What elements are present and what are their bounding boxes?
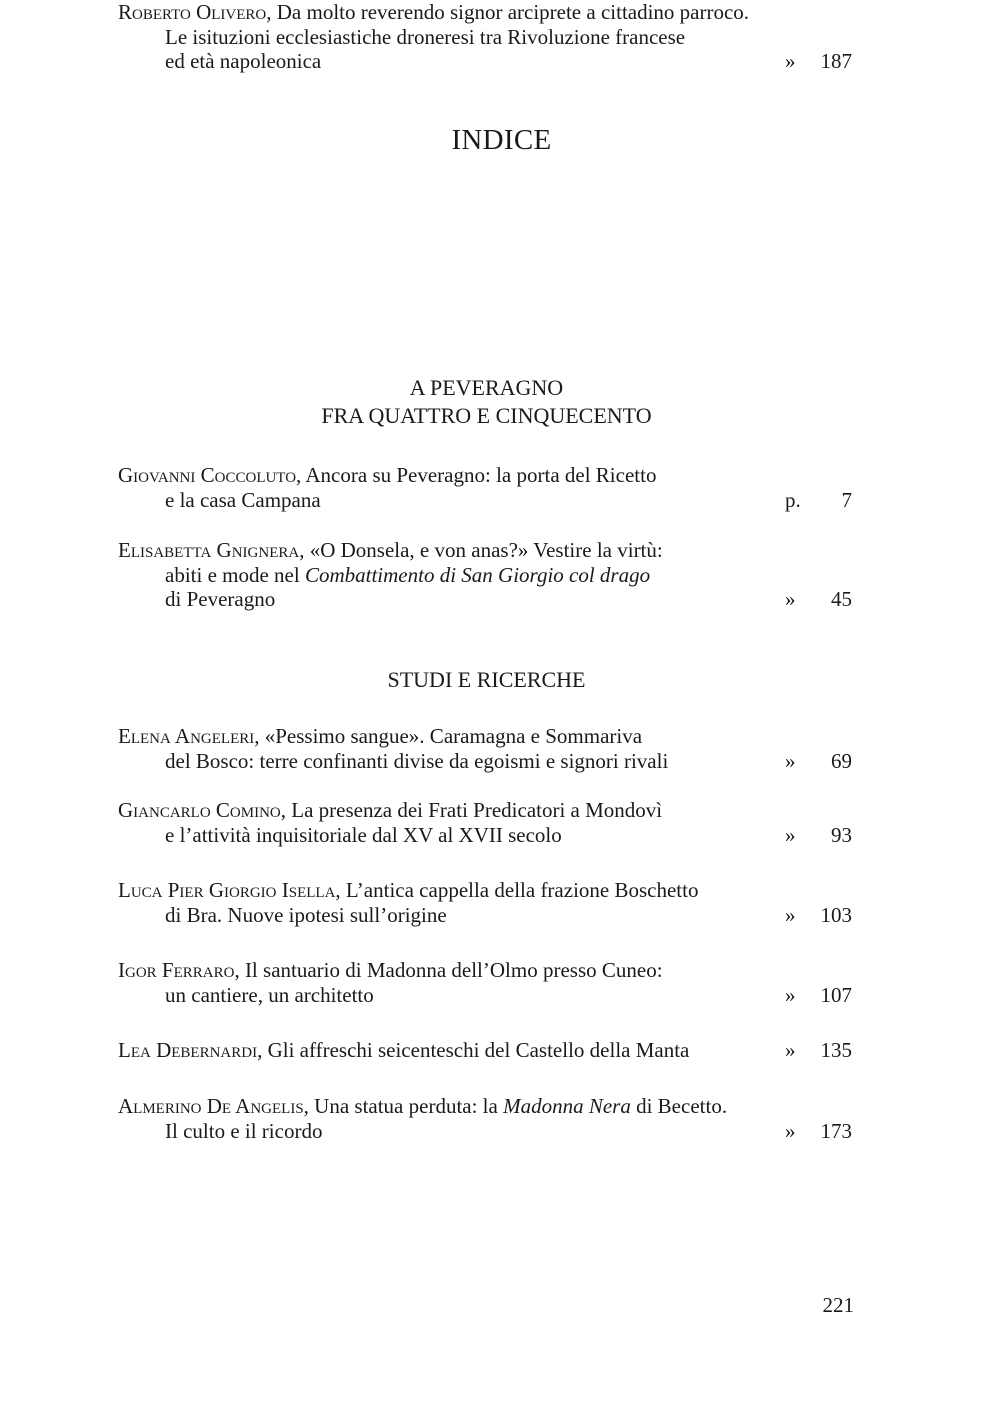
entry-title-text: di Becetto. <box>630 1094 728 1118</box>
entry-title-text: , Gli affreschi seicenteschi del Castello della Manta <box>257 1038 690 1062</box>
page-marker: » <box>785 902 796 927</box>
entry-page-number: 69 <box>831 748 852 773</box>
entry-page-number: 173 <box>820 1118 852 1143</box>
entry-line <box>118 724 860 749</box>
page-title: INDICE <box>451 124 552 156</box>
entry-line <box>118 958 860 983</box>
page-marker: » <box>785 49 796 73</box>
entry-line <box>118 798 860 823</box>
entry-title-text: , La presenza dei Frati Predicatori a Mondovì <box>280 798 663 822</box>
toc-entry[interactable] <box>118 724 860 773</box>
entry-title-text: Il culto e il ricordo <box>165 1118 323 1143</box>
section-heading-line: FRA QUATTRO E CINQUECENTO <box>321 403 652 428</box>
entry-page-number: 103 <box>820 902 852 927</box>
entry-line <box>118 1094 860 1119</box>
entry-line <box>118 488 860 513</box>
entry-title-text: di Bra. Nuove ipotesi sull’origine <box>165 902 447 927</box>
entry-author: Giovanni Coccoluto <box>118 463 297 487</box>
entry-author: Almerino De Angelis <box>118 1094 304 1118</box>
entry-author: Igor Ferraro <box>118 958 235 982</box>
entry-author: Elena Angeleri <box>118 724 255 748</box>
page-number: 221 <box>822 1293 854 1317</box>
entry-title-text: , Una statua perduta: la <box>303 1094 504 1118</box>
entry-title-text: , «Pessimo sangue». Caramagna e Sommariva <box>254 724 643 748</box>
toc-entry[interactable] <box>118 1038 860 1063</box>
entry-line <box>118 49 860 74</box>
entry-title-text: abiti e mode nel <box>165 562 305 587</box>
entry-title-text: di Peveragno <box>165 587 276 611</box>
entry-title-italic: Madonna Nera <box>503 1094 631 1118</box>
entry-line <box>118 823 860 848</box>
section-heading <box>0 666 973 694</box>
toc-entry[interactable] <box>118 878 860 927</box>
section-heading-line: STUDI E RICERCHE <box>387 667 586 692</box>
entry-page-number: 7 <box>841 487 852 512</box>
entry-page-number: 93 <box>831 822 852 847</box>
entry-title-italic: Combattimento di San Giorgio col drago <box>304 562 651 587</box>
toc-entry[interactable] <box>118 463 860 512</box>
entry-author: Roberto Olivero <box>118 0 267 24</box>
entry-author: Elisabetta Gnignera <box>118 538 300 562</box>
entry-title-text: , Ancora su Peveragno: la porta del Ricetto <box>296 463 657 487</box>
entry-line <box>118 538 860 563</box>
entry-line <box>118 563 860 588</box>
page-marker: » <box>785 1118 796 1143</box>
page-marker: » <box>785 748 796 773</box>
entry-title-text: un cantiere, un architetto <box>165 982 374 1007</box>
entry-title-text: e l’attività inquisitoriale dal XV al XVII secolo <box>165 822 562 847</box>
section-heading <box>0 374 973 430</box>
entry-page-number: 107 <box>820 982 852 1007</box>
entry-title-text: , Il santuario di Madonna dell’Olmo presso Cuneo: <box>234 958 663 982</box>
entry-line <box>118 587 860 612</box>
section-heading-line: A PEVERAGNO <box>409 375 564 400</box>
toc-entry[interactable] <box>118 0 860 74</box>
page-marker: » <box>785 1038 796 1062</box>
toc-entry[interactable] <box>118 958 860 1007</box>
entry-author: Giancarlo Comino <box>118 798 281 822</box>
entry-line <box>118 878 860 903</box>
entry-line <box>118 0 860 25</box>
entry-title-text: del Bosco: terre confinanti divise da egoismi e signori rivali <box>165 748 669 773</box>
entry-title-text: ed età napoleonica <box>165 49 322 73</box>
entry-page-number: 135 <box>820 1038 852 1062</box>
entry-author: Luca Pier Giorgio Isella <box>118 878 336 902</box>
entry-title-text: , L’antica cappella della frazione Boschetto <box>335 878 699 902</box>
toc-entry[interactable] <box>118 538 860 612</box>
entry-page-number: 45 <box>831 587 852 611</box>
entry-line <box>118 903 860 928</box>
entry-page-number: 187 <box>820 49 852 73</box>
entry-line <box>118 749 860 774</box>
entry-title-text: , «O Donsela, e von anas?» Vestire la virtù: <box>299 538 663 562</box>
entry-line <box>118 983 860 1008</box>
page-marker: » <box>785 587 796 611</box>
entry-title-text: , Da molto reverendo signor arciprete a cittadino parroco. <box>266 0 750 24</box>
entry-line <box>118 1119 860 1144</box>
toc-entry[interactable] <box>118 1094 860 1143</box>
page-marker: » <box>785 982 796 1007</box>
entry-author: Lea Debernardi <box>118 1038 258 1062</box>
entry-title-text: e la casa Campana <box>165 487 321 512</box>
entry-line <box>118 25 860 50</box>
toc-entry[interactable] <box>118 798 860 847</box>
page-marker: » <box>785 822 796 847</box>
page-marker: p. <box>785 487 801 512</box>
entry-title-text: Le isituzioni ecclesiastiche droneresi tra Rivoluzione francese <box>165 24 686 49</box>
entry-line <box>118 463 860 488</box>
entry-line <box>118 1038 860 1063</box>
